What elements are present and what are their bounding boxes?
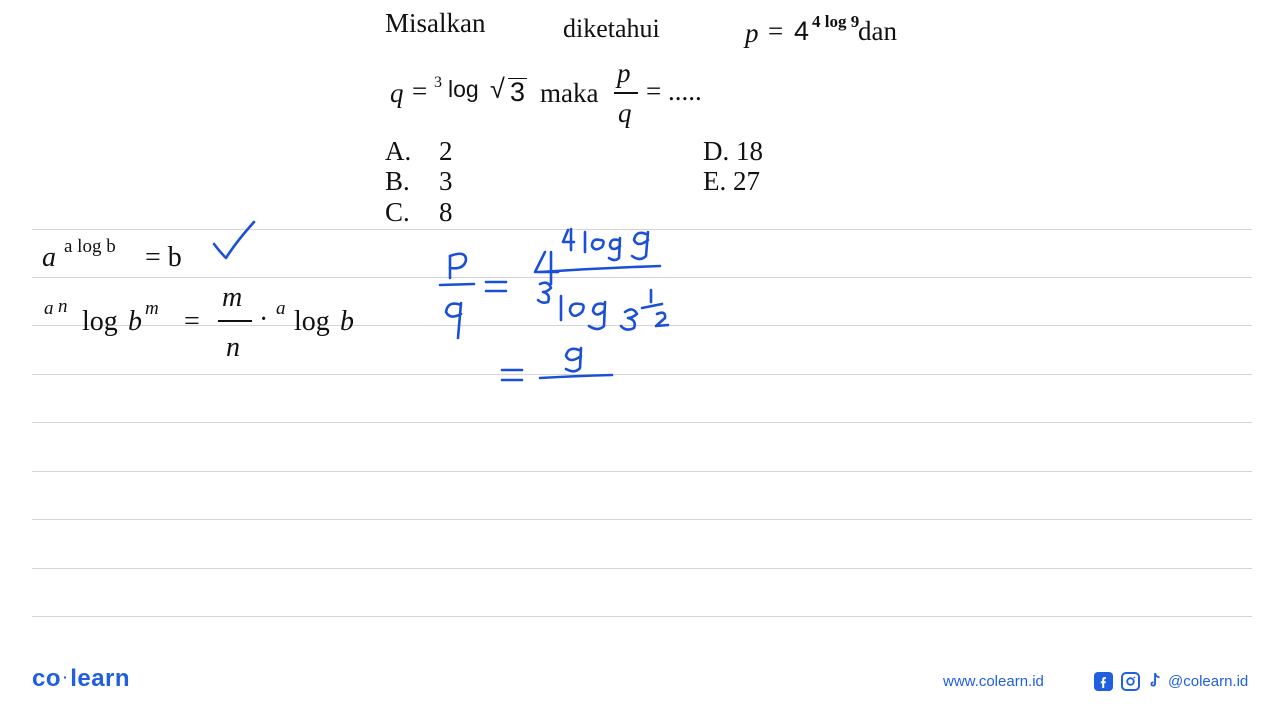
q-log: log bbox=[448, 76, 479, 102]
option-label: B. bbox=[385, 166, 410, 196]
p-exponent: 4 log 9 bbox=[812, 12, 860, 31]
option-a bbox=[385, 138, 453, 165]
q-log-base: 3 bbox=[434, 74, 442, 91]
rule-line bbox=[32, 471, 1252, 472]
rule-line bbox=[32, 616, 1252, 617]
rule-line bbox=[32, 325, 1252, 326]
word-diketahui: diketahui bbox=[563, 14, 660, 43]
fraction-bar bbox=[614, 92, 638, 94]
p-base: 4 bbox=[794, 16, 810, 46]
tiktok-icon[interactable] bbox=[1146, 671, 1165, 690]
option-b bbox=[385, 168, 453, 195]
word-dan: dan bbox=[858, 16, 897, 46]
option-label: E. bbox=[703, 166, 727, 196]
logo-right: learn bbox=[70, 665, 131, 692]
formula2-frac-den: n bbox=[226, 332, 240, 363]
formula2-frac-num: m bbox=[222, 282, 243, 313]
option-value: 8 bbox=[439, 197, 453, 227]
formula2-log2: log bbox=[294, 306, 330, 337]
logo-dot: · bbox=[63, 669, 69, 685]
formula2-base2: a bbox=[276, 298, 286, 319]
rule-line bbox=[32, 374, 1252, 375]
fraction-equals-dots: = ..... bbox=[646, 76, 702, 106]
option-value: 3 bbox=[439, 166, 453, 196]
formula2-arg: b bbox=[128, 306, 142, 337]
option-label: A. bbox=[385, 136, 412, 166]
formula2-log: log bbox=[82, 306, 118, 337]
formula1-rhs: = b bbox=[145, 242, 182, 273]
p-symbol: p bbox=[745, 18, 759, 48]
formula1-exponent: a log b bbox=[64, 236, 116, 257]
option-e bbox=[703, 168, 760, 195]
option-label: C. bbox=[385, 197, 410, 227]
instagram-icon[interactable] bbox=[1121, 672, 1140, 691]
formula2-dot: · bbox=[259, 304, 269, 335]
rule-line bbox=[32, 229, 1252, 230]
formula2-base-exp: n bbox=[58, 296, 68, 317]
formula2-arg2: b bbox=[340, 306, 354, 337]
fraction-denominator: q bbox=[618, 98, 632, 128]
p-equals: = bbox=[768, 16, 784, 46]
facebook-icon[interactable] bbox=[1094, 672, 1113, 691]
option-value: 18 bbox=[736, 136, 763, 166]
formula2-frac-bar bbox=[218, 320, 252, 322]
formula2-equals: = bbox=[184, 306, 200, 337]
option-c bbox=[385, 199, 453, 226]
fraction-numerator: p bbox=[617, 58, 631, 88]
social-handle[interactable]: @colearn.id bbox=[1168, 673, 1249, 690]
rule-line bbox=[32, 568, 1252, 569]
option-label: D. bbox=[703, 136, 730, 166]
rule-line bbox=[32, 277, 1252, 278]
word-maka: maka bbox=[540, 78, 599, 108]
option-value: 2 bbox=[439, 136, 453, 166]
option-d bbox=[703, 138, 763, 165]
formula2-arg-exp: m bbox=[145, 298, 159, 319]
rule-line bbox=[32, 422, 1252, 423]
sqrt-sign: √ bbox=[490, 74, 505, 104]
rule-line bbox=[32, 519, 1252, 520]
q-symbol: q bbox=[390, 78, 404, 108]
option-value: 27 bbox=[733, 166, 760, 196]
formula2-base: a bbox=[44, 298, 54, 319]
colearn-logo[interactable] bbox=[32, 665, 130, 693]
q-radicand: 3 bbox=[510, 77, 526, 107]
website-link[interactable]: www.colearn.id bbox=[943, 673, 1044, 690]
logo-left: co bbox=[32, 665, 62, 692]
formula1-base: a bbox=[42, 242, 56, 273]
q-equals: = bbox=[412, 76, 428, 106]
word-misalkan: Misalkan bbox=[385, 8, 486, 38]
